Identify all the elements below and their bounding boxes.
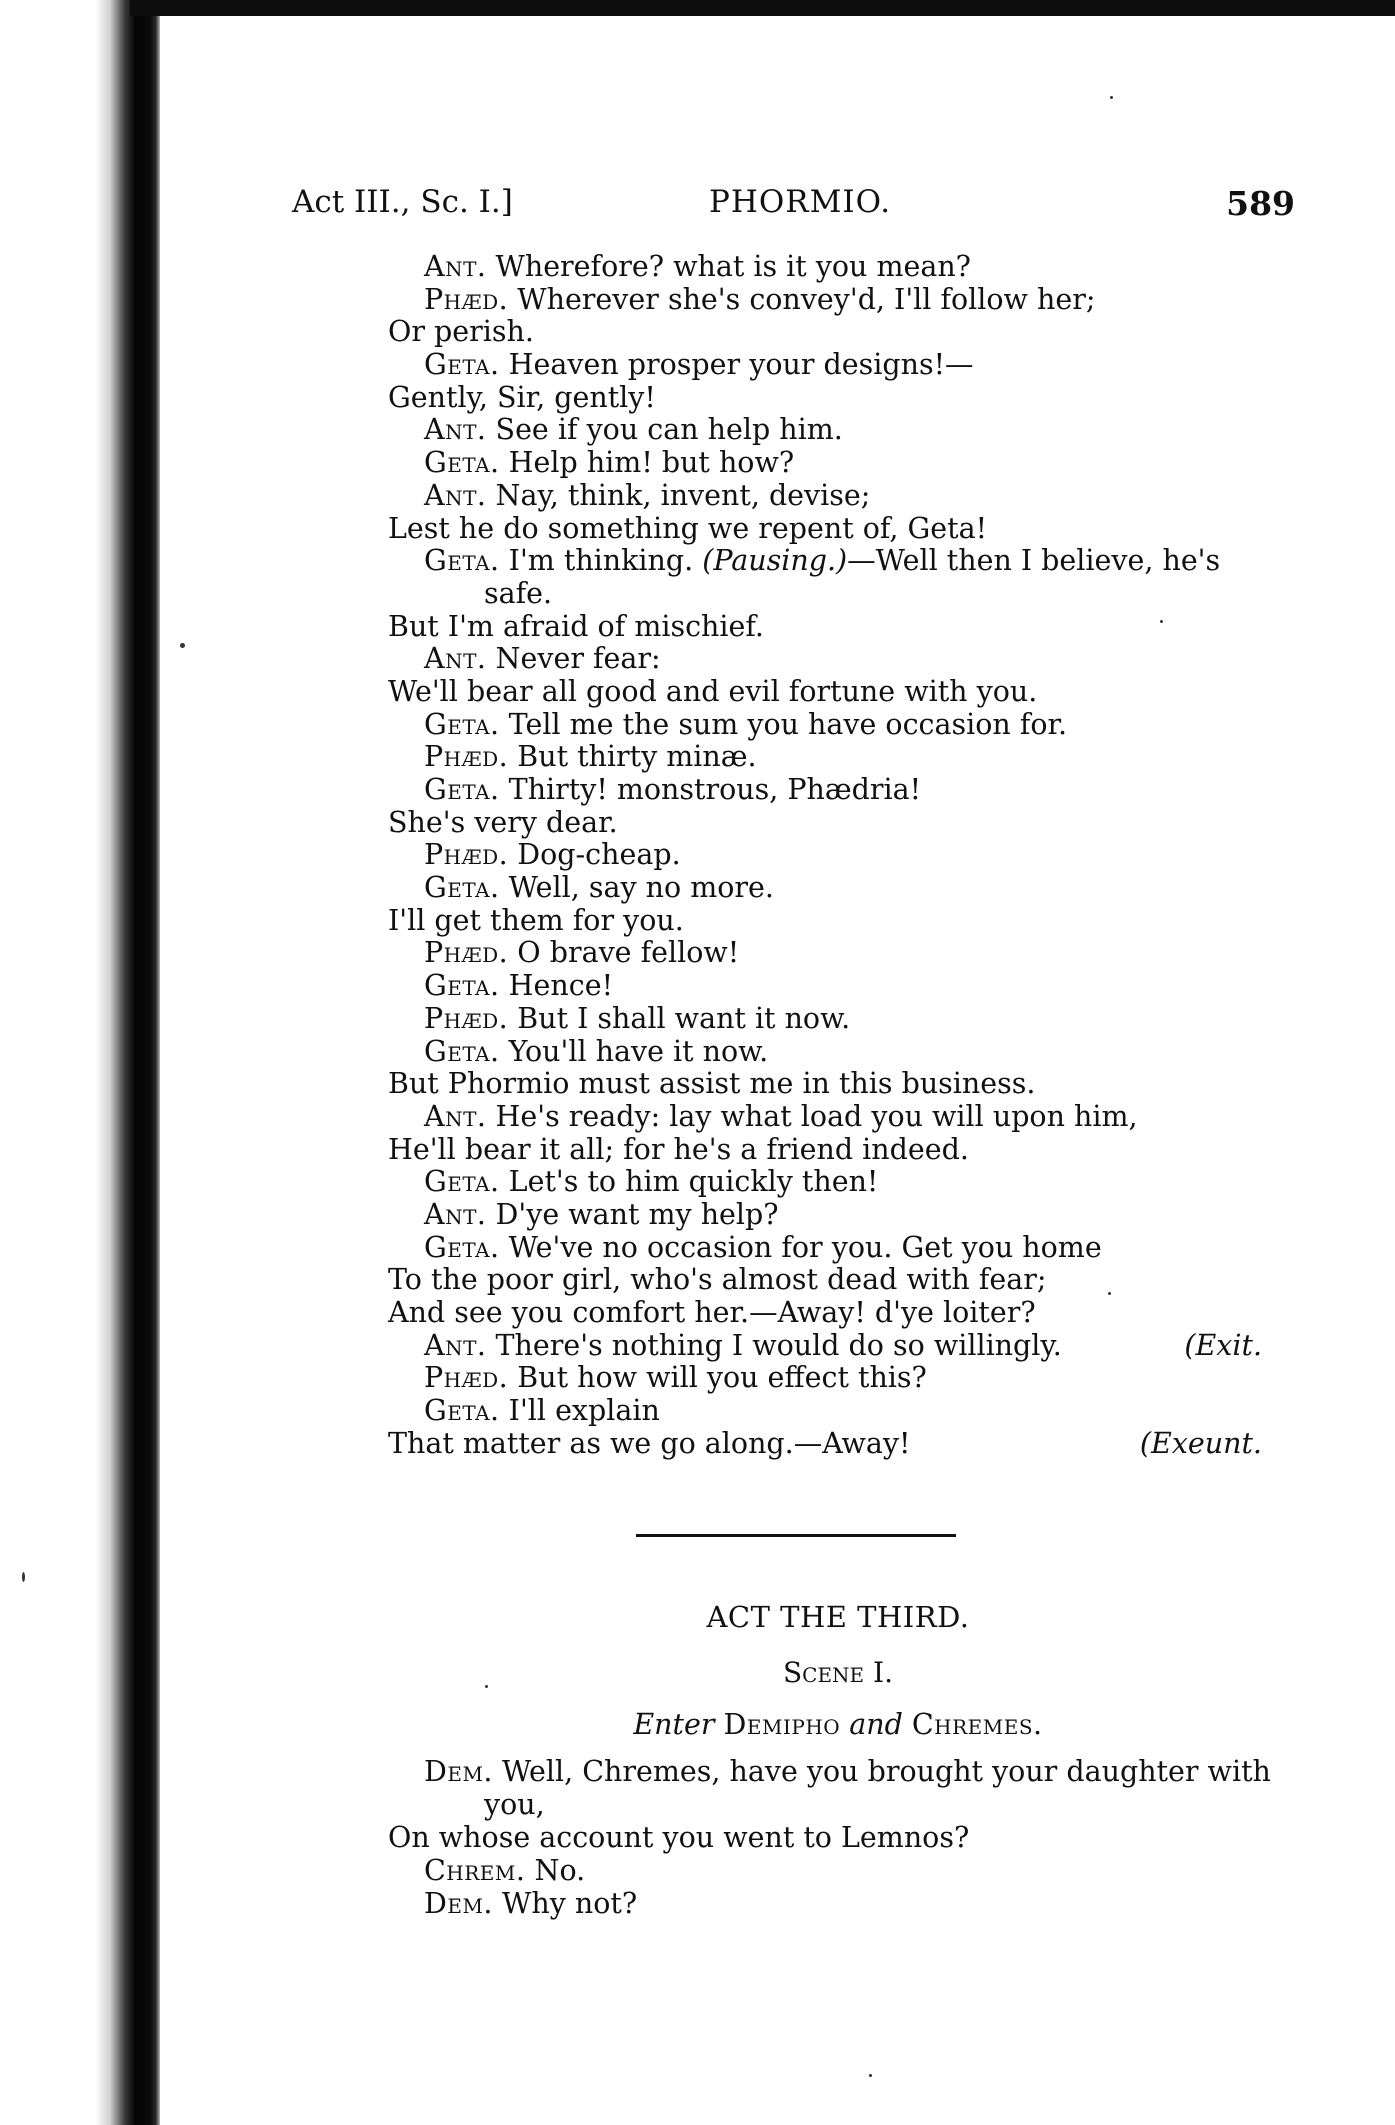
verse-line [388, 578, 1288, 611]
speech-line [388, 1755, 1308, 1788]
header-act-scene: Act III., Sc. I.] [292, 184, 513, 220]
line-text: We've no occasion for you. Get you home [499, 1230, 1102, 1264]
verse-line [388, 807, 1288, 840]
page-number: 589 [1226, 184, 1295, 223]
line-text: D'ye want my help? [486, 1197, 779, 1231]
speaker-name: Phæd. [424, 1361, 509, 1395]
line-text: Never fear: [486, 642, 661, 676]
running-header [292, 184, 1295, 224]
verse-line [388, 905, 1288, 938]
line-text: He'll bear it all; for he's a friend indeed. [388, 1132, 969, 1166]
verse-line [388, 316, 1288, 349]
line-text: Thirty! monstrous, Phædria! [499, 773, 922, 806]
line-text: Nay, think, invent, devise; [486, 478, 871, 512]
scan-speck [1108, 1292, 1111, 1295]
speech-line [388, 1166, 1288, 1199]
verse-line [388, 513, 1288, 546]
exit-direction: (Exit. [1184, 1328, 1262, 1362]
line-text: That matter as we go along.—Away! [388, 1426, 911, 1460]
speaker-name: Ant. [424, 1099, 487, 1133]
line-text: Lest he do something we repent of, Geta! [388, 511, 988, 545]
speaker-name: Ant. [424, 1197, 487, 1231]
verse-line [388, 382, 1288, 415]
speech-line [388, 284, 1288, 317]
speech-line [388, 1199, 1288, 1232]
line-text: I'm thinking. [499, 544, 703, 578]
speech-line [388, 937, 1288, 970]
exit-direction: (Exeunt. [1139, 1426, 1262, 1460]
line-text: She's very dear. [388, 805, 618, 839]
line-text: See if you can help him. [486, 413, 843, 447]
scan-speck [1160, 620, 1163, 623]
line-text: you, [484, 1788, 545, 1821]
line-text: But how will you effect this? [508, 1361, 927, 1395]
dialogue-block [388, 251, 1288, 1460]
verse-line [388, 1068, 1288, 1101]
speech-line [388, 1232, 1288, 1265]
scene-dialogue-block [388, 1755, 1308, 1920]
line-text: I'll explain [499, 1394, 660, 1428]
header-play-title: PHORMIO. [709, 184, 892, 220]
line-text: O brave fellow! [508, 936, 740, 970]
speech-line [388, 1101, 1288, 1134]
line-text: We'll bear all good and evil fortune with you. [388, 674, 1038, 708]
line-text: You'll have it now. [499, 1034, 769, 1068]
speech-line [388, 839, 1288, 872]
speaker-name: Geta. [424, 707, 500, 741]
speech-line [388, 872, 1288, 905]
line-text: Let's to him quickly then! [499, 1165, 879, 1199]
speech-line [388, 1854, 1308, 1887]
speech-line [388, 1395, 1288, 1428]
stage-direction-enter [388, 1708, 1288, 1741]
scan-speck [869, 2074, 872, 2077]
act-heading: ACT THE THIRD. [706, 1600, 970, 1634]
line-text: No. [525, 1854, 586, 1887]
speech-line [388, 545, 1288, 578]
scan-speck [485, 1685, 488, 1688]
speaker-name: Ant. [424, 1328, 487, 1362]
speaker-name: Geta. [424, 1394, 500, 1428]
verse-line [388, 1428, 1288, 1461]
verse-line [388, 1134, 1288, 1167]
speaker-name: Phæd. [424, 740, 509, 774]
character-name: Demipho [723, 1708, 841, 1741]
scan-speck [180, 643, 185, 648]
speech-line [388, 1330, 1288, 1363]
speaker-name: Phæd. [424, 838, 509, 872]
line-text: Or perish. [388, 315, 534, 349]
speech-line [388, 741, 1288, 774]
enter-word: Enter [633, 1708, 715, 1741]
speech-line [388, 447, 1288, 480]
verse-line [388, 1264, 1288, 1297]
verse-line [388, 611, 1288, 644]
verse-line [388, 1297, 1288, 1330]
speaker-name: Geta. [424, 871, 500, 905]
speaker-name: Ant. [424, 250, 487, 283]
line-text: Heaven prosper your designs!— [499, 348, 974, 382]
enter-conjunction: and [849, 1708, 903, 1741]
speaker-name: Geta. [424, 446, 500, 480]
verse-line [388, 1788, 1308, 1821]
line-text: There's nothing I would do so willingly. [486, 1328, 1062, 1362]
speech-line [388, 1003, 1288, 1036]
speech-line [388, 643, 1288, 676]
line-text: He's ready: lay what load you will upon him, [486, 1099, 1138, 1133]
line-text: To the poor girl, who's almost dead with fear; [388, 1263, 1047, 1297]
line-text: Wherever she's convey'd, I'll follow her; [508, 282, 1096, 316]
speech-line [388, 1362, 1288, 1395]
line-text: Why not? [493, 1887, 638, 1920]
speech-line [388, 1036, 1288, 1069]
line-text: Tell me the sum you have occasion for. [499, 707, 1068, 741]
speaker-name: Geta. [424, 1165, 500, 1199]
speech-line [388, 970, 1288, 1003]
speaker-name: Ant. [424, 413, 487, 447]
line-text: safe. [484, 576, 553, 610]
line-text: Gently, Sir, gently! [388, 380, 656, 414]
speaker-name: Phæd. [424, 936, 509, 970]
speaker-name: Geta. [424, 773, 500, 806]
speaker-name: Geta. [424, 348, 500, 382]
speech-line [388, 349, 1288, 382]
scene-heading: Scene I. [782, 1656, 894, 1689]
line-text: But I'm afraid of mischief. [388, 609, 764, 643]
section-divider [636, 1534, 956, 1537]
line-text: Hence! [499, 969, 614, 1003]
line-text: Well, Chremes, have you brought your daughter with [493, 1755, 1271, 1788]
line-text: But I shall want it now. [508, 1001, 851, 1035]
line-text: But thirty minæ. [508, 740, 757, 774]
line-text: But Phormio must assist me in this business. [388, 1067, 1036, 1101]
verse-line [388, 676, 1288, 709]
line-text: On whose account you went to Lemnos? [388, 1821, 970, 1854]
speech-line [388, 414, 1288, 447]
line-text: Help him! but how? [499, 446, 795, 480]
speaker-name: Geta. [424, 969, 500, 1003]
speaker-name: Chrem. [424, 1854, 526, 1887]
line-text: I'll get them for you. [388, 903, 684, 937]
line-text: And see you comfort her.—Away! d'ye loiter? [388, 1296, 1036, 1329]
line-text: Wherefore? what is it you mean? [486, 250, 971, 283]
speaker-name: Dem. [424, 1887, 493, 1920]
speaker-name: Phæd. [424, 282, 509, 316]
scan-speck [1110, 96, 1113, 99]
speech-line [388, 1887, 1308, 1920]
verse-line [388, 1821, 1308, 1854]
speaker-name: Dem. [424, 1755, 493, 1788]
line-text: Well, say no more. [499, 871, 774, 905]
speaker-name: Phæd. [424, 1001, 509, 1035]
speech-line [388, 709, 1288, 742]
speaker-name: Geta. [424, 1230, 500, 1264]
speech-line [388, 480, 1288, 513]
character-name: Chremes. [911, 1708, 1043, 1741]
speaker-name: Geta. [424, 1034, 500, 1068]
speaker-name: Ant. [424, 642, 487, 676]
speaker-name: Geta. [424, 544, 500, 578]
scan-speck [22, 1572, 25, 1582]
speech-line [388, 774, 1288, 807]
speech-line [388, 251, 1288, 284]
stage-direction: (Pausing.) [702, 544, 848, 578]
line-text: Dog-cheap. [508, 838, 681, 872]
speaker-name: Ant. [424, 478, 487, 512]
line-text-after: —Well then I believe, he's [847, 544, 1221, 578]
